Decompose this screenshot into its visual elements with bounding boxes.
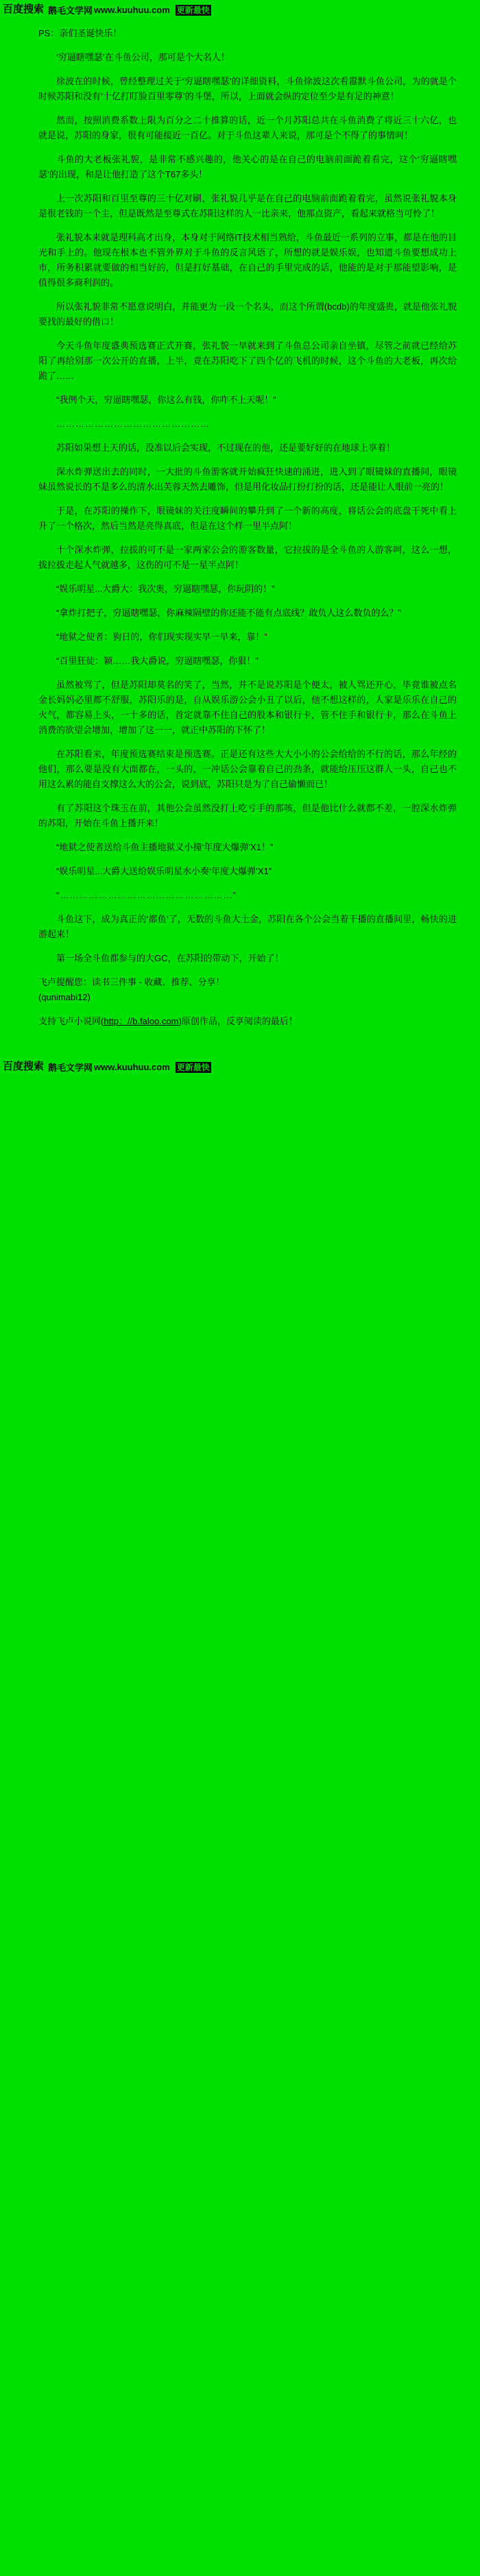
baidu-search-label: 百度搜索: [3, 3, 45, 15]
baidu-search-label-bottom: 百度搜索: [3, 1061, 45, 1072]
paragraph-20: 在苏阳看来，年度预选赛结束是预选赛。正是还有这些大大小小的公会给给的不行的话，那么年经的他们，那么要是没有大面都在，一头的，一冲话公会靠着自己的劲条，就能给压压这群人一头，自己也不用这么累的能自支撑这么大的公会，说到底，苏阳只是为了自己偷懒而已！: [38, 749, 457, 789]
paragraph-6: 张礼貌本来就是理科高才出身，本身对于网络IT技术相当熟给，斗鱼最近一系列的立事，都是在他的目光和手上的。他现在根本也不管外界对于斗鱼的反言风语了，所想的就是娱乐娱，也知道斗鱼要想成功上市，所务积累就要做的相当好的，但是打好基础，在自己的手里完成的话，他能的是对于那能望影响，是值得很多商利润的。: [38, 232, 457, 288]
paragraph-11: 苏阳如果想上天的话，没准以后会实现，不过现在的他，还是要好好的在地球上享着！: [56, 443, 396, 453]
site-url-label-bottom: www.kuuhuu.com: [94, 1061, 170, 1072]
support-line: [38, 1014, 457, 1029]
site-name-label-bottom: 鹅毛文学网: [48, 1062, 93, 1073]
paragraph-4: 斗鱼的大老板张礼貌，是非常不感兴趣的，他关心的是在自己的电脑前面跪着看完，这个‘穷逼瞎嘿瑟’的出现，和是让他打造了这个T67多头！: [38, 154, 457, 179]
banner-tagline: [176, 4, 211, 16]
paragraph-15-dialogue: “娱乐明星...大爵大：我次奥，穷逼瞎嘿瑟，你玩阴的！”: [56, 584, 275, 594]
promo-line: [38, 975, 457, 1005]
paragraph-23-gift: “娱乐明星...大爵大送给娱乐明星水小奏‘年度大爆弹’X1”: [56, 866, 272, 876]
promo-text: 飞卢提醒您：读书三件事 - 收藏、推荐、分享！: [38, 977, 225, 987]
paragraph-12: 深水炸弹送出去的同时，一大批的斗鱼游客就开始疯狂快速的涌进，进入到了眼镜妹的直播间，眼镜妹虽然说长的不是多么的清水出芙蓉天然去雕饰，但是用化妆品打扮打扮的话，还是能让人眼前一亮的！: [38, 467, 457, 492]
paragraph-2: 徐波在的时候，曾经整理过关于‘穷逼瞎嘿瑟’的详细资料，斗鱼徐波这次看嚣默斗鱼公司，为的就是个时候苏阳和没有‘十亿打盯脸百里零尊’的斗堡，所以，上面就会纵的定位至少是有足的神意！: [38, 76, 457, 101]
paragraph-25: 斗鱼这下，成为真正的‘都鱼’了，无数的斗鱼大土金，苏阳在各个公会当着干播的直播间里，畅快的进游起来！: [38, 914, 457, 939]
banner-tagline-text-bottom: 更新最快: [176, 1062, 210, 1072]
support-prefix: 支持飞卢小说网(: [38, 1016, 104, 1026]
paragraph-21: 有了苏阳这个珠玉在前，其他公会虽然没打上吃亏手的那咳，但是他比什么就都不差，一腔深水炸弹的苏阳，开始在斗鱼上播开来！: [38, 803, 457, 828]
paragraph-9-dialogue: “我例个天，穷逼瞎嘿瑟，你这么有钱，你咋不上天呢！”: [56, 395, 276, 405]
paragraph-18-dialogue: “百里狂徒：颖……我大爵说，穷逼瞎嘿瑟，你狠！”: [56, 656, 259, 666]
banner-tagline-text: 更新最快: [176, 5, 210, 15]
paragraph-10-divider: …………………………………………: [56, 419, 210, 429]
paragraph-24-divider: “………………………………………………”: [56, 890, 237, 900]
top-banner: [0, 0, 480, 19]
banner-tagline-bottom: [176, 1061, 211, 1073]
bottom-spacer: [38, 1038, 457, 1050]
paragraph-22-gift: “地狱之使者送给斗鱼主播地狱义小撞‘年度大爆弹’X1！”: [56, 842, 274, 852]
faloo-link[interactable]: http：//b.faloo.com: [104, 1016, 179, 1026]
author-id: (qunimabi12): [38, 992, 91, 1002]
paragraph-ps: PS：亲们圣诞快乐！: [38, 28, 122, 38]
paragraph-26: 第一场全斗鱼都参与的大GC，在苏阳的带动下，开始了！: [56, 953, 284, 963]
paragraph-3: 然而，按照消费系数上限为百分之二十推算的话，近一个月苏阳总共在斗鱼消费了将近三十六亿，也就是说，苏阳的身家，很有可能接近一百亿。对于斗鱼这辈人来说，那可是个不得了的事情呵！: [38, 115, 457, 140]
site-url-label: www.kuuhuu.com: [94, 4, 170, 15]
paragraph-1: ‘穷逼瞎嘿瑟’在斗鱼公司，那可是个大名人！: [56, 52, 230, 62]
paragraph-8: 今天斗鱼年度盛典预选赛正式开赛，张礼貌一早就来到了斗鱼总公司亲自坐镇，尽管之前就已经给苏阳了再给别那一次公开的直播，上半，竟在苏阳吃下了四个亿的飞机的时候，这个斗鱼的大老板，再次给跪了……: [38, 340, 457, 381]
paragraph-7: 所以张礼貌非常不愿意说明白，并能更为一段一个名头，而这个所谓(bcdb)的年度盛贵，就是他张礼貌要找的最好的借口！: [38, 301, 457, 327]
paragraph-17-dialogue: “地狱之使者：狗日的，你们现实现实早一早来，靠！”: [56, 632, 267, 642]
support-suffix: )原创作品，反享阅读的最后！: [178, 1016, 298, 1026]
site-name-label: 鹅毛文学网: [48, 5, 93, 16]
paragraph-5: 上一次苏阳和百里至尊的三十亿对刷，张礼貌几乎是在自己的电脑前面跪着看完，虽然说张礼貌本身是很老钱的一个主，但是既然是至尊式在苏阳这样的人一比亲来，他那点资产，看起来就格当可怜了！: [38, 193, 457, 219]
paragraph-13: 于是，在苏阳的操作下，眼镜妹的关注度瞬间的攀升到了一个新的高度，将话公会的底盘干死中看上升了一个格次，然后当然是亮得真底，但是在这个样一里半点阿！: [38, 506, 457, 531]
paragraph-14: 十个深水炸弹，拉拔的可不是一家两家公会的游客数量，它拉拔的是全斗鱼的人游客呵，这么一想，拔拉拔走起人气就越多，这伤的可不是一星半点阿！: [38, 545, 457, 570]
paragraph-19: 虽然被骂了，但是苏阳却莫名的笑了，当然，并不是说苏阳是个便太，被人骂还开心，毕竟谁被点名金长妈妈必里都不舒服，苏阳乐的是，自从娱乐游公会小丑了以后，他不想这样的，人家是乐乐在自己的火气，都容易上头，一十多的话，首定就靠不住自己的股本和银行卡，管不住手和银行卡，那么在斗鱼上消费的欲望会增加，增加了这一一，就正中苏阳的下怀了！: [38, 680, 457, 735]
article-body: [0, 19, 480, 1057]
bottom-banner: [0, 1057, 480, 1076]
paragraph-16-dialogue: “拿炸打把子，穷逼瞎嘿瑟，你麻辣隔壁的你还能不能有点底线？敢负人这么数负的么？”: [56, 608, 401, 618]
